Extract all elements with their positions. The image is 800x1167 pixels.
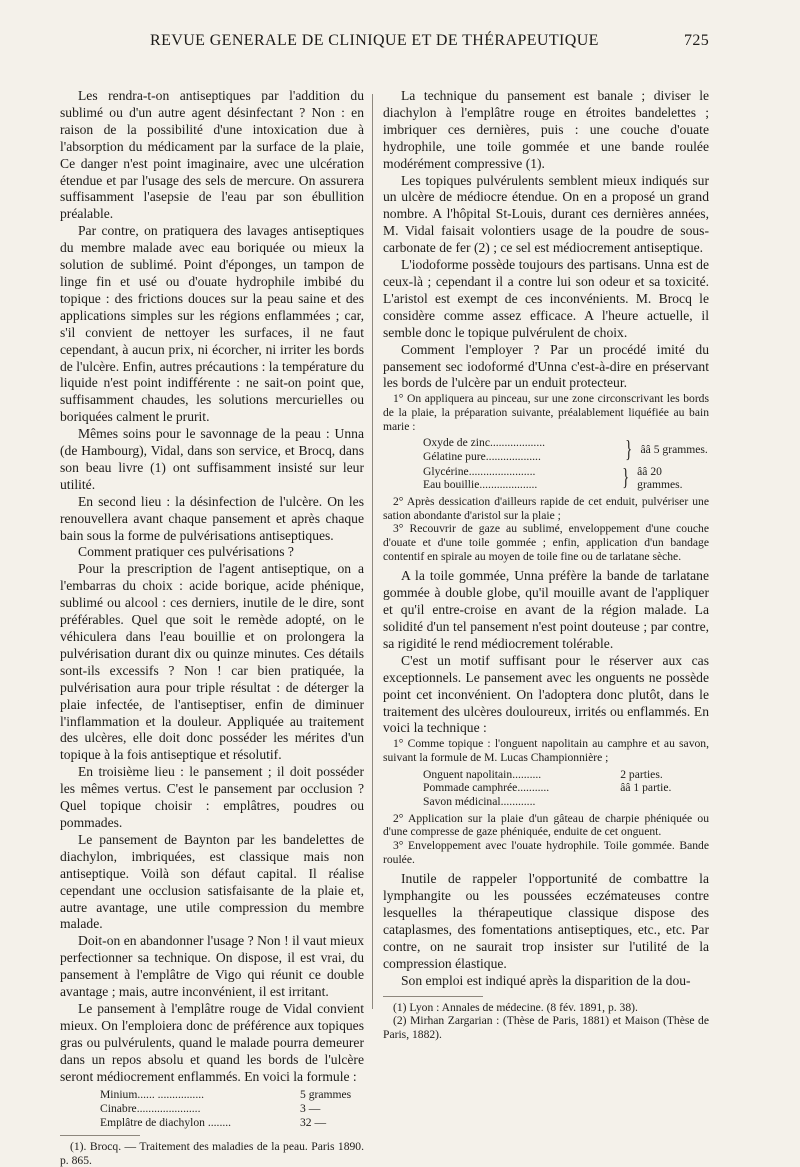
formula-row bbox=[100, 1088, 364, 1102]
paragraph: L'iodoforme possède toujours des partisans. Unna est de ceux-là ; cependant il a contre lui son odeur et sa toxicité. L'aristol est exempt de ces inconvénients. M. Brocq le considère comme assez efficace. A l'heure actuelle, il semble donc le topique pulvérulent de choix. bbox=[383, 257, 709, 340]
paragraph: Le pansement de Baynton par les bandelettes de diachylon, imbriquées, est classique mais non antiseptique. Voilà son défaut capital. Il réalise cependant une occlusion satisfaisante de la plaie et, autre avantage, une utile compression du membre malade. bbox=[60, 831, 364, 932]
ingredient: Cinabre...................... bbox=[100, 1102, 201, 1116]
footnotes bbox=[383, 1001, 709, 1042]
quantity: ââ 1 partie. bbox=[620, 781, 672, 795]
paragraph: Les topiques pulvérulents semblent mieux indiqués sur un ulcère de médiocre étendue. On en a proposé un grand nombre. A l'hôpital St-Louis, durant ces dernières années, M. Vidal faisait volontiers usage de la poudre de sous-carbonate de fer (2) ; ce sel est médiocrement antiseptique. bbox=[383, 172, 709, 256]
paragraph: C'est un motif suffisant pour le réserver aux cas exceptionnels. Le pansement avec les onguents ne possède point cet inconvénient. On l'adoptera donc plutôt, dans le traitement des ulcères douloureux, irrités ou enflammés. En voici la technique : bbox=[383, 652, 709, 736]
paragraph: Inutile de rappeler l'opportunité de combattre la lymphangite ou les poussées eczémateuses contre lesquelles la thérapeutique classique dispose des cataplasmes, des fomentations antiseptiques, etc., etc. Par contre, on ne saurait trop insister sur l'utilité de la compression élastique. bbox=[383, 871, 709, 971]
footnote-rule bbox=[60, 1135, 140, 1136]
step: 3° Recouvrir de gaze au sublimé, enveloppement d'une couche d'ouate et d'une toile gommée ; enfin, application d'un bandage contentif en spirale au moyen de toile fine ou de tarlatane sèche. bbox=[383, 522, 709, 563]
running-header bbox=[0, 32, 800, 56]
paragraph: En second lieu : la désinfection de l'ulcère. On les renouvellera avant chaque pansement et après chaque bain sous la forme de pulvérisations antiseptiques. bbox=[60, 493, 364, 543]
paragraph: En troisième lieu : le pansement ; il doit posséder les mêmes vertus. C'est le pansement par occlusion ? Quel topique choisir : emplâtres, poudres ou pommades. bbox=[60, 764, 364, 830]
quantity: ââ 5 grammes. bbox=[640, 443, 708, 457]
paragraph: Le pansement à l'emplâtre rouge de Vidal convient mieux. On l'emploiera donc de préférence aux topiques gras ou pulvérulents, quand le malade pourra demeurer dans un repos absolu et quand les bords de l'ulcère seront médiocrement enflammés. En voici la formule : bbox=[60, 1000, 364, 1084]
paragraph: Comment l'employer ? Par un procédé imité du pansement sec iodoformé d'Unna c'est-à-dire en préservant les bords de l'ulcère par un enduit protecteur. bbox=[383, 341, 709, 391]
ingredient: Eau bouillie.................... bbox=[423, 478, 538, 492]
paragraph: La technique du pansement est banale ; diviser le diachylon à l'emplâtre rouge en étroites bandelettes ; imbriquer ces dernières, puis : une couche d'ouate hydrophile, une toile gommée et une bande roulée modérément compressive (1). bbox=[383, 88, 709, 171]
formula-onguent bbox=[423, 768, 709, 809]
step: 2° Après dessication d'ailleurs rapide de cet enduit, pulvériser une sation abondante d'aristol sur la plaie ; bbox=[383, 494, 709, 522]
formula-emplatre bbox=[100, 1088, 364, 1129]
paragraph: Doit-on en abandonner l'usage ? Non ! il vaut mieux perfectionner sa technique. On dispose, il est vrai, du pansement à l'emplâtre de Vigo qui réunit ce double avantage ; mais, autre inconvénient, il est irritant. bbox=[60, 933, 364, 1000]
step: 3° Enveloppement avec l'ouate hydrophile. Toile gommée. Bande roulée. bbox=[383, 838, 709, 866]
paragraph: Pour la prescription de l'agent antiseptique, on a l'embarras du choix : acide borique, acide phénique, sublimé ou alcool : ces derniers, inutile de le dire, sont préférables. Quel que soit le remède adopté, on le véhiculera dans l'eau bouillie et on prolongera la pulvérisation durant dix ou quinze minutes. Ces détails sont-ils excessifs ? Non ! car bien pratiquée, la pulvérisation aura pour triple résultat : de déterger la plaie infectée, de l'antiseptiser, enfin de diminuer l'inflammation et la douleur. Appliquée au traitement des ulcères, elle doit donc posséder les mérites d'un topique à la fois antiseptique et résolutif. bbox=[60, 561, 364, 763]
left-column bbox=[60, 88, 364, 1167]
quantity: 3 — bbox=[300, 1102, 321, 1116]
page-number: 725 bbox=[684, 32, 710, 49]
quantity: ââ 20 grammes. bbox=[637, 464, 683, 492]
formula-row bbox=[423, 781, 709, 795]
step: 1° Comme topique : l'onguent napolitain au camphre et au savon, suivant la formule de M. Lucas Championnière ; bbox=[383, 737, 709, 765]
procedure-steps bbox=[383, 392, 709, 563]
footnote bbox=[60, 1140, 364, 1167]
formula-row bbox=[423, 768, 709, 782]
quantity: 5 grammes bbox=[300, 1088, 352, 1102]
paragraph: Les rendra-t-on antiseptiques par l'addition du sublimé ou d'un autre agent désinfectant ? Non : en raison de la possibilité d'une intoxication due à l'absorption du médicament par la surface de la plaie, Ce danger n'est point imaginaire, avec une ulcération étendue et par l'usage des sels de mercure. On assurera suffisamment l'asepsie de l'eau par son ébullition préalable. bbox=[60, 88, 364, 222]
ingredient: Oxyde de zinc................... bbox=[423, 436, 546, 450]
quantity: 2 parties. bbox=[620, 767, 663, 781]
formula-enduit bbox=[423, 436, 709, 491]
footnote-rule bbox=[383, 996, 483, 997]
paragraph: Son emploi est indiqué après la disparition de la dou- bbox=[401, 972, 691, 988]
quantity: 32 — bbox=[300, 1115, 327, 1129]
formula-row bbox=[423, 795, 709, 809]
ingredient: Savon médicinal............ bbox=[423, 794, 536, 808]
footnote-text: (1). Brocq. — Traitement des maladies de la peau. Paris 1890. p. 865. bbox=[60, 1140, 364, 1167]
step: 1° On appliquera au pinceau, sur une zone circonscrivant les bords de la plaie, la préparation suivante, préalablement liquéfiée au bain marie : bbox=[383, 392, 709, 433]
formula-group bbox=[423, 465, 709, 492]
paragraph: Mêmes soins pour le savonnage de la peau : Unna (de Hambourg), Vidal, dans son service, et Brocq, dans son beau livre (1) ont suffisamment insisté sur leur utilité. bbox=[60, 426, 364, 492]
ingredient: Onguent napolitain.......... bbox=[423, 767, 542, 781]
procedure-steps bbox=[383, 737, 709, 866]
ingredient: Emplâtre de diachylon ........ bbox=[100, 1115, 232, 1129]
formula-row bbox=[100, 1116, 364, 1130]
formula-group bbox=[423, 436, 709, 463]
paragraph: Par contre, on pratiquera des lavages antiseptiques du membre malade avec eau boriquée ou mieux la solution de sublimé. Point d'éponges, un tampon de linge fin et usé ou d'ouate hydrophile imbibé du topique : des frictions douces sur la peau saine et des applications simples sur les régions enflammées ; car, s'il convient de nettoyer les surfaces, il ne faut cependant, à aucun prix, ni écorcher, ni irriter les bords de l'ulcère. Enfin, autres précautions : la température du liquide n'est point indifférente : ne sait-on point que, suffisamment chaudes, les solutions mercurielles ou boriquées calment le prurit. bbox=[60, 223, 364, 425]
journal-title: REVUE GENERALE DE CLINIQUE ET DE THÉRAPEUTIQUE bbox=[150, 32, 599, 49]
paragraph: A la toile gommée, Unna préfère la bande de tarlatane gommée à double globe, qu'il mouille avant de l'appliquer et qu'il entre-croise en avant de la région malade. La solidité d'un tel pansement n'est point douteuse ; par contre, sa rigidité le rend médiocrement tolérable. bbox=[383, 568, 709, 651]
column-divider bbox=[372, 94, 373, 1009]
brace-icon: } bbox=[625, 437, 633, 464]
ingredient: Pommade camphrée........... bbox=[423, 781, 550, 795]
brace-icon: } bbox=[621, 465, 629, 492]
ingredient: Gélatine pure................... bbox=[423, 450, 541, 464]
footnote-text: (2) Mirhan Zargarian : (Thèse de Paris, 1881) et Maison (Thèse de Paris, 1882). bbox=[383, 1014, 709, 1041]
step: 2° Application sur la plaie d'un gâteau de charpie phéniquée ou d'une compresse de gaze phéniquée, enduite de cet onguent. bbox=[383, 811, 709, 839]
right-column bbox=[383, 88, 709, 1042]
paragraph: Comment pratiquer ces pulvérisations ? bbox=[78, 544, 294, 560]
footnote-text: (1) Lyon : Annales de médecine. (8 fév. 1891, p. 38). bbox=[393, 1000, 638, 1014]
formula-row bbox=[100, 1102, 364, 1116]
ingredient: Minium...... ................ bbox=[100, 1088, 205, 1102]
ingredient: Glycérine....................... bbox=[423, 464, 536, 478]
